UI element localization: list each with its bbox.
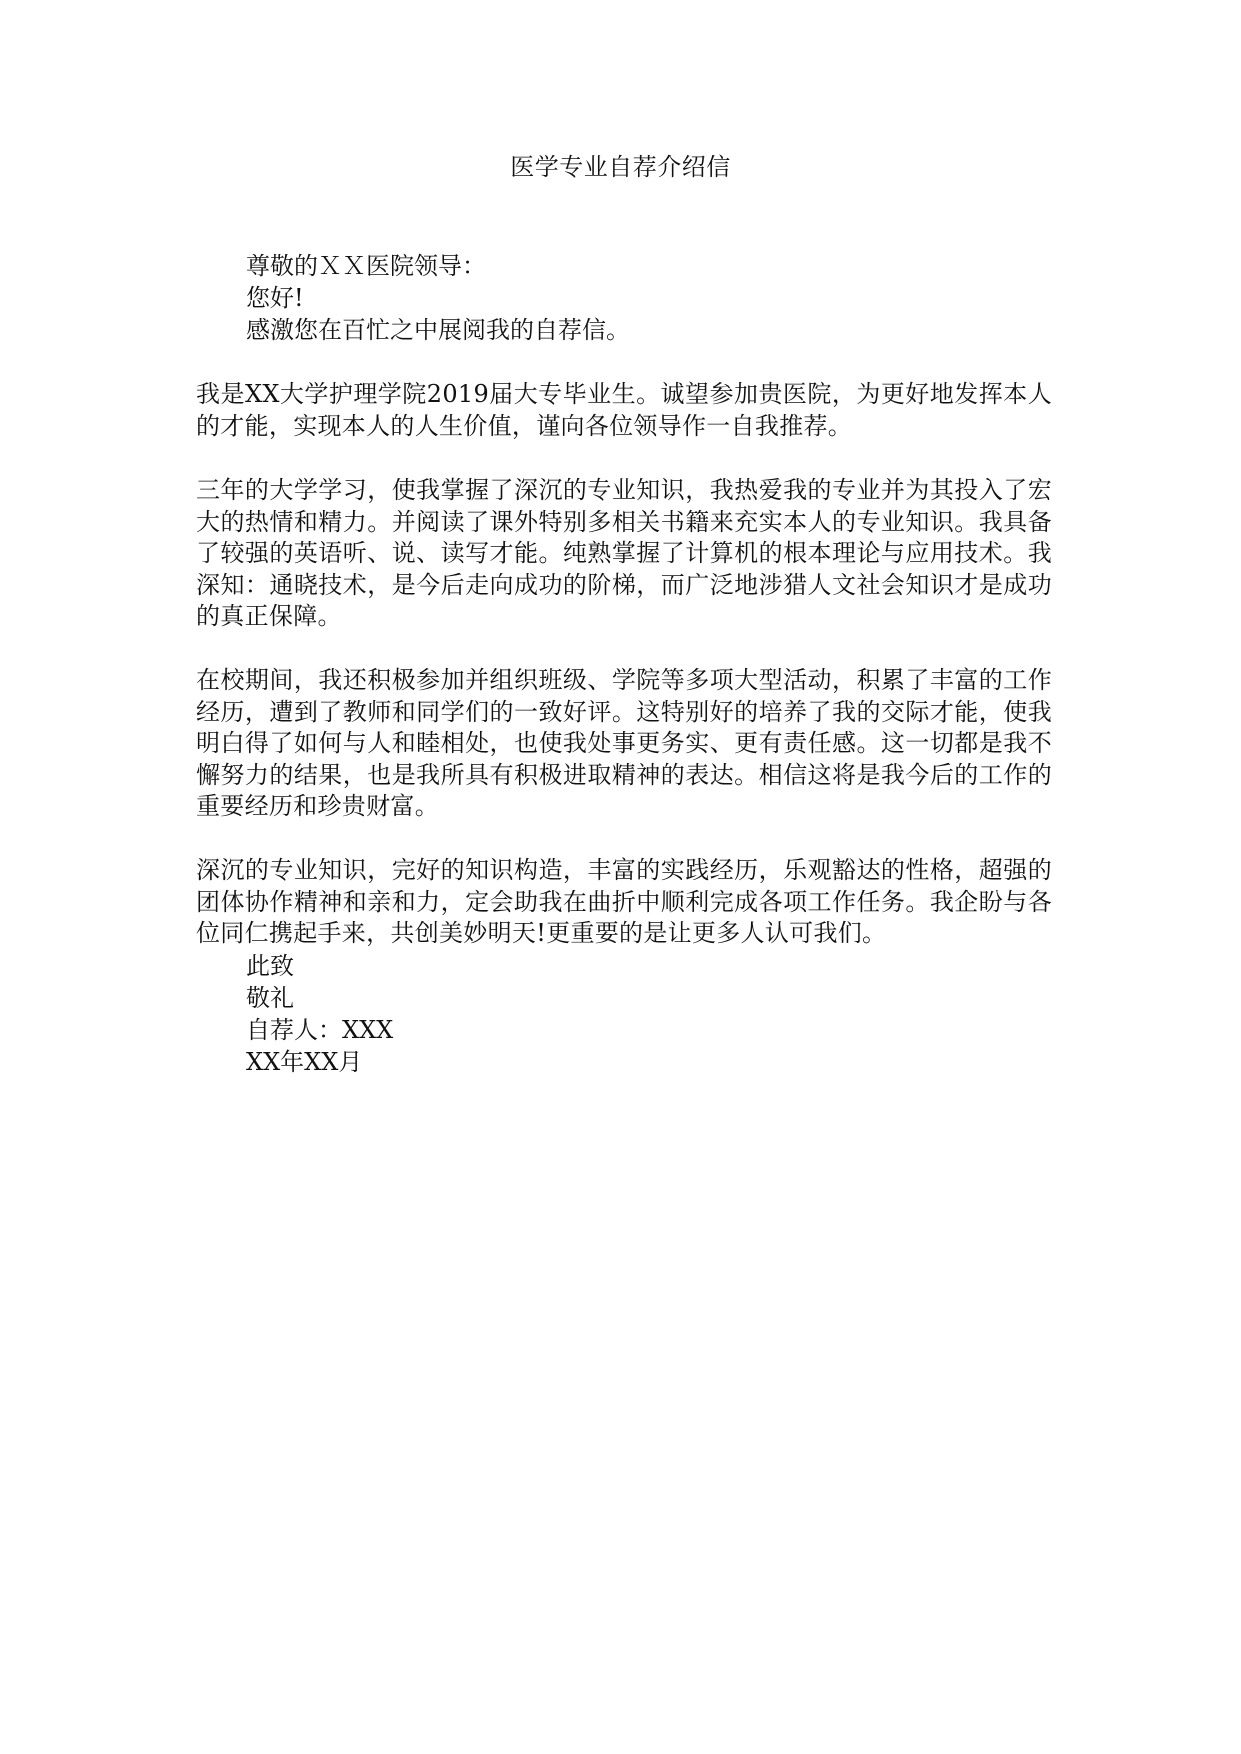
thanks-line: 感激您在百忙之中展阅我的自荐信。	[246, 316, 630, 344]
date: XX年XX月	[246, 1048, 363, 1076]
paragraph-summary: 深沉的专业知识，完好的知识构造，丰富的实践经历，乐观豁达的性格，超强的团体协作精神和亲和力，定会助我在曲折中顺利完成各项工作任务。我企盼与各位同仁携起手来，共创美妙明天!更重要的是让更多人认可我们。	[196, 856, 1052, 947]
closing-line-1: 此致	[246, 952, 294, 980]
signature: 自荐人：XXX	[246, 1016, 394, 1044]
greeting: 您好!	[246, 284, 304, 312]
paragraph-intro: 我是XX大学护理学院2019届大专毕业生。诚望参加贵医院，为更好地发挥本人的才能，实现本人的人生价值，谨向各位领导作一自我推荐。	[196, 380, 1052, 440]
paragraph-study: 三年的大学学习，使我掌握了深沉的专业知识，我热爱我的专业并为其投入了宏大的热情和精力。并阅读了课外特别多相关书籍来充实本人的专业知识。我具备了较强的英语听、说、读写才能。纯熟掌握了计算机的根本理论与应用技术。我深知：通晓技术，是今后走向成功的阶梯，而广泛地涉猎人文社会知识才是成功的真正保障。	[196, 476, 1052, 630]
salutation: 尊敬的ＸＸ医院领导：	[246, 252, 486, 280]
paragraph-activities: 在校期间，我还积极参加并组织班级、学院等多项大型活动，积累了丰富的工作经历，遭到了教师和同学们的一致好评。这特别好的培养了我的交际才能，使我明白得了如何与人和睦相处，也使我处事更务实、更有责任感。这一切都是我不懈努力的结果，也是我所具有积极进取精神的表达。相信这将是我今后的工作的重要经历和珍贵财富。	[196, 666, 1052, 820]
document-title: 医学专业自荐介绍信	[510, 153, 731, 181]
closing-line-2: 敬礼	[246, 984, 294, 1012]
